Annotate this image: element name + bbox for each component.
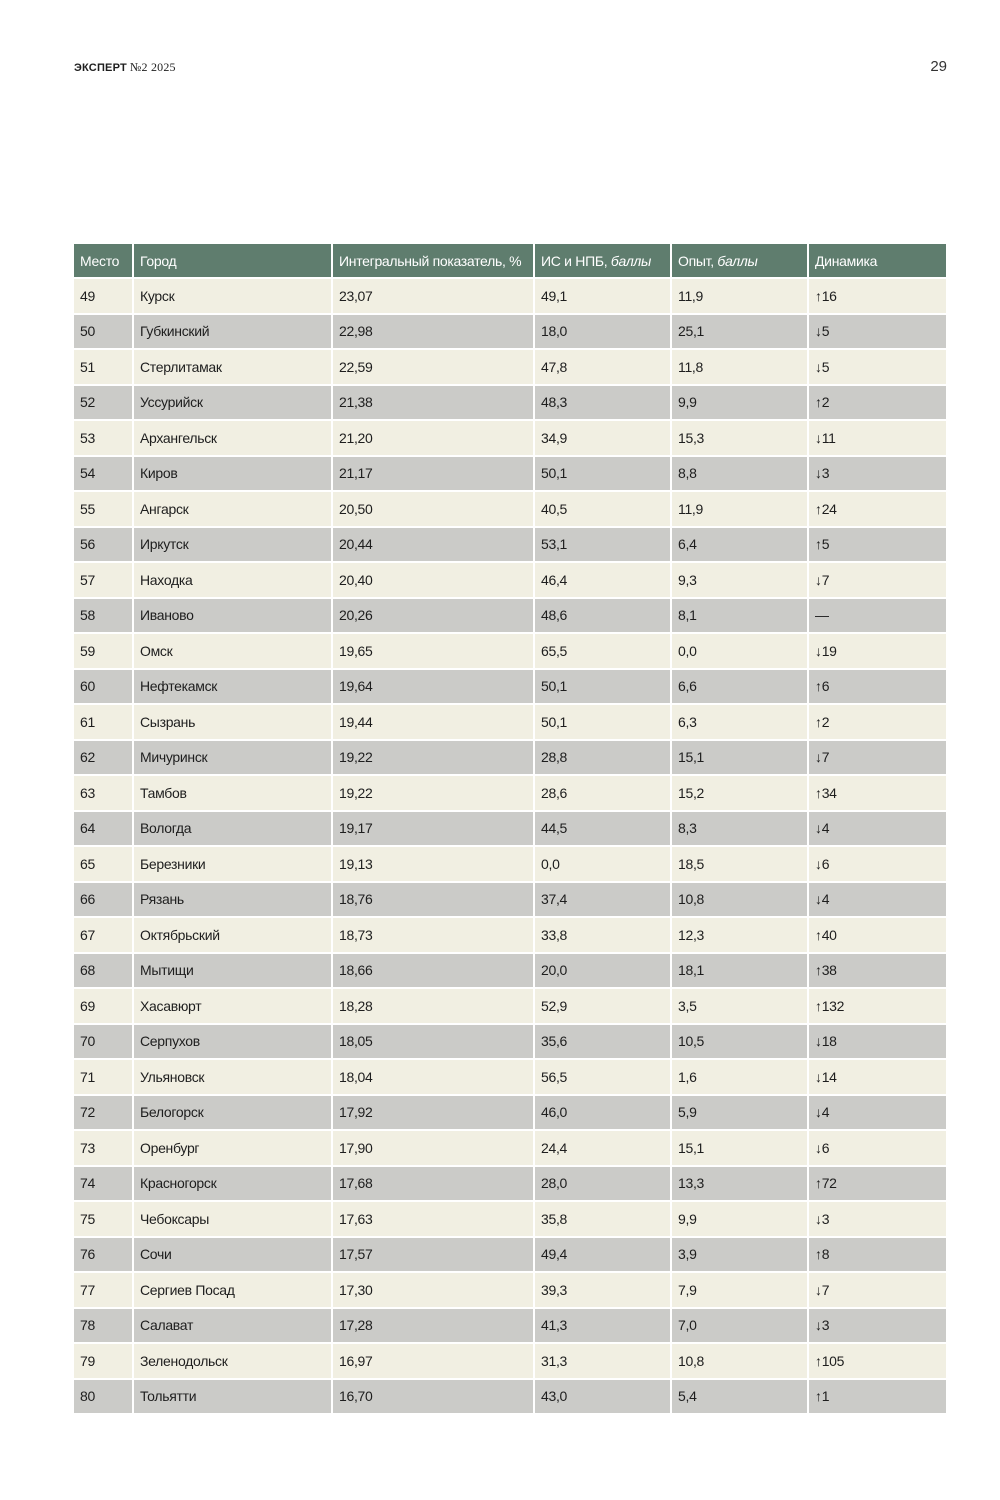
cell-integral: 19,44 [333, 705, 535, 741]
cell-dynamics: ↓3 [809, 457, 946, 493]
cell-experience: 0,0 [672, 634, 809, 670]
cell-is-npb: 49,4 [535, 1238, 672, 1274]
cell-place: 49 [74, 279, 134, 315]
cell-dynamics: ↓3 [809, 1309, 946, 1345]
table-row [74, 1344, 946, 1380]
cell-experience: 5,9 [672, 1096, 809, 1132]
cell-place: 75 [74, 1202, 134, 1238]
column-header-city: Город [134, 244, 333, 279]
cell-place: 64 [74, 812, 134, 848]
table-row [74, 634, 946, 670]
cell-place: 63 [74, 776, 134, 812]
cell-integral: 21,38 [333, 386, 535, 422]
cell-experience: 8,1 [672, 599, 809, 635]
cell-is-npb: 65,5 [535, 634, 672, 670]
cell-is-npb: 33,8 [535, 918, 672, 954]
table-row [74, 741, 946, 777]
cell-dynamics: ↑2 [809, 386, 946, 422]
cell-is-npb: 35,6 [535, 1025, 672, 1061]
column-header-place: Место [74, 244, 134, 279]
cell-integral: 19,64 [333, 670, 535, 706]
cell-is-npb: 50,1 [535, 670, 672, 706]
cell-integral: 17,28 [333, 1309, 535, 1345]
cell-place: 76 [74, 1238, 134, 1274]
cell-is-npb: 35,8 [535, 1202, 672, 1238]
cell-place: 73 [74, 1131, 134, 1167]
cell-city: Тамбов [134, 776, 333, 812]
table-row [74, 1060, 946, 1096]
cell-is-npb: 49,1 [535, 279, 672, 315]
cell-integral: 20,40 [333, 563, 535, 599]
cell-city: Омск [134, 634, 333, 670]
cell-city: Находка [134, 563, 333, 599]
cell-experience: 15,1 [672, 741, 809, 777]
cell-is-npb: 46,4 [535, 563, 672, 599]
table-row [74, 492, 946, 528]
cell-dynamics: ↓14 [809, 1060, 946, 1096]
cell-experience: 15,1 [672, 1131, 809, 1167]
cell-place: 51 [74, 350, 134, 386]
cell-experience: 9,9 [672, 386, 809, 422]
page-header [74, 58, 947, 78]
cell-place: 65 [74, 847, 134, 883]
column-header-experience [672, 244, 809, 279]
cell-experience: 6,4 [672, 528, 809, 564]
cell-is-npb: 43,0 [535, 1380, 672, 1416]
cell-dynamics: ↓6 [809, 1131, 946, 1167]
cell-integral: 18,04 [333, 1060, 535, 1096]
cell-is-npb: 0,0 [535, 847, 672, 883]
cell-dynamics: ↓7 [809, 563, 946, 599]
table-row [74, 812, 946, 848]
cell-dynamics: ↑38 [809, 954, 946, 990]
cell-is-npb: 46,0 [535, 1096, 672, 1132]
cell-dynamics: ↑5 [809, 528, 946, 564]
cell-city: Березники [134, 847, 333, 883]
cell-is-npb: 40,5 [535, 492, 672, 528]
is-npb-label: ИС и НПБ, [541, 252, 608, 269]
table-row [74, 1025, 946, 1061]
table-row [74, 989, 946, 1025]
cell-city: Ангарск [134, 492, 333, 528]
cell-city: Красногорск [134, 1167, 333, 1203]
cell-is-npb: 28,6 [535, 776, 672, 812]
cell-is-npb: 48,6 [535, 599, 672, 635]
cell-dynamics: ↑72 [809, 1167, 946, 1203]
cell-integral: 18,73 [333, 918, 535, 954]
cell-place: 59 [74, 634, 134, 670]
cell-integral: 17,90 [333, 1131, 535, 1167]
cell-dynamics: ↓19 [809, 634, 946, 670]
table-body [74, 279, 946, 1415]
cell-dynamics: ↑24 [809, 492, 946, 528]
table-row [74, 1380, 946, 1416]
cell-is-npb: 50,1 [535, 457, 672, 493]
cell-is-npb: 47,8 [535, 350, 672, 386]
cell-dynamics: ↓6 [809, 847, 946, 883]
cell-dynamics: ↓5 [809, 350, 946, 386]
cell-dynamics: ↓4 [809, 883, 946, 919]
cell-city: Рязань [134, 883, 333, 919]
cell-place: 60 [74, 670, 134, 706]
cell-city: Салават [134, 1309, 333, 1345]
column-header-dynamics: Динамика [809, 244, 946, 279]
table-row [74, 528, 946, 564]
cell-dynamics: ↓4 [809, 1096, 946, 1132]
cell-place: 56 [74, 528, 134, 564]
cell-dynamics: ↑8 [809, 1238, 946, 1274]
column-header-is-npb [535, 244, 672, 279]
cell-dynamics: ↓18 [809, 1025, 946, 1061]
table-row [74, 421, 946, 457]
cell-city: Курск [134, 279, 333, 315]
cell-experience: 9,9 [672, 1202, 809, 1238]
cell-experience: 18,1 [672, 954, 809, 990]
cell-experience: 3,5 [672, 989, 809, 1025]
cell-is-npb: 52,9 [535, 989, 672, 1025]
cell-is-npb: 53,1 [535, 528, 672, 564]
cell-place: 79 [74, 1344, 134, 1380]
cell-is-npb: 24,4 [535, 1131, 672, 1167]
cell-is-npb: 50,1 [535, 705, 672, 741]
cell-city: Иркутск [134, 528, 333, 564]
experience-label: Опыт, [678, 252, 714, 269]
cell-experience: 25,1 [672, 315, 809, 351]
cell-city: Чебоксары [134, 1202, 333, 1238]
cell-experience: 11,9 [672, 279, 809, 315]
cell-place: 74 [74, 1167, 134, 1203]
cell-place: 77 [74, 1273, 134, 1309]
table-row [74, 279, 946, 315]
cell-place: 54 [74, 457, 134, 493]
cell-experience: 15,2 [672, 776, 809, 812]
table-row [74, 457, 946, 493]
cell-city: Киров [134, 457, 333, 493]
cell-integral: 17,92 [333, 1096, 535, 1132]
cell-is-npb: 20,0 [535, 954, 672, 990]
cell-integral: 18,66 [333, 954, 535, 990]
cell-city: Стерлитамак [134, 350, 333, 386]
cell-place: 61 [74, 705, 134, 741]
table-row [74, 670, 946, 706]
page-number: 29 [930, 58, 947, 75]
cell-experience: 8,8 [672, 457, 809, 493]
cell-experience: 15,3 [672, 421, 809, 457]
cell-is-npb: 39,3 [535, 1273, 672, 1309]
is-npb-unit: баллы [610, 252, 652, 269]
cell-city: Тольятти [134, 1380, 333, 1416]
table-row [74, 954, 946, 990]
table-row [74, 883, 946, 919]
cell-is-npb: 41,3 [535, 1309, 672, 1345]
cell-place: 52 [74, 386, 134, 422]
cell-city: Сергиев Посад [134, 1273, 333, 1309]
cell-place: 68 [74, 954, 134, 990]
cell-integral: 18,05 [333, 1025, 535, 1061]
cell-experience: 9,3 [672, 563, 809, 599]
cell-place: 57 [74, 563, 134, 599]
cell-experience: 3,9 [672, 1238, 809, 1274]
cell-city: Вологда [134, 812, 333, 848]
cell-experience: 11,8 [672, 350, 809, 386]
table-row [74, 1273, 946, 1309]
cell-is-npb: 37,4 [535, 883, 672, 919]
cell-city: Октябрьский [134, 918, 333, 954]
city-rating-table [74, 244, 946, 1415]
cell-dynamics: ↑16 [809, 279, 946, 315]
cell-place: 71 [74, 1060, 134, 1096]
table-row [74, 599, 946, 635]
cell-dynamics: ↓11 [809, 421, 946, 457]
cell-experience: 10,8 [672, 1344, 809, 1380]
table-row [74, 1309, 946, 1345]
cell-is-npb: 56,5 [535, 1060, 672, 1096]
table-row [74, 1167, 946, 1203]
cell-city: Хасавюрт [134, 989, 333, 1025]
cell-dynamics: ↑2 [809, 705, 946, 741]
cell-integral: 20,44 [333, 528, 535, 564]
table-row [74, 918, 946, 954]
cell-experience: 10,8 [672, 883, 809, 919]
magazine-name: ЭКСПЕРТ [74, 62, 127, 74]
cell-dynamics: ↓3 [809, 1202, 946, 1238]
cell-integral: 19,22 [333, 741, 535, 777]
cell-integral: 16,97 [333, 1344, 535, 1380]
cell-integral: 21,17 [333, 457, 535, 493]
cell-dynamics: ↓5 [809, 315, 946, 351]
cell-place: 70 [74, 1025, 134, 1061]
cell-is-npb: 31,3 [535, 1344, 672, 1380]
cell-dynamics: ↓4 [809, 812, 946, 848]
cell-city: Мичуринск [134, 741, 333, 777]
cell-experience: 11,9 [672, 492, 809, 528]
table-row [74, 386, 946, 422]
cell-city: Нефтекамск [134, 670, 333, 706]
table-row [74, 1096, 946, 1132]
cell-city: Сочи [134, 1238, 333, 1274]
cell-dynamics: ↑105 [809, 1344, 946, 1380]
table-row [74, 1202, 946, 1238]
table-row [74, 563, 946, 599]
cell-place: 55 [74, 492, 134, 528]
cell-place: 78 [74, 1309, 134, 1345]
cell-dynamics: ↓7 [809, 1273, 946, 1309]
cell-integral: 17,57 [333, 1238, 535, 1274]
cell-is-npb: 48,3 [535, 386, 672, 422]
cell-city: Губкинский [134, 315, 333, 351]
cell-city: Сызрань [134, 705, 333, 741]
cell-experience: 6,6 [672, 670, 809, 706]
cell-integral: 18,28 [333, 989, 535, 1025]
cell-integral: 20,50 [333, 492, 535, 528]
cell-integral: 22,59 [333, 350, 535, 386]
cell-dynamics: ↑34 [809, 776, 946, 812]
cell-dynamics: ↑6 [809, 670, 946, 706]
cell-integral: 19,22 [333, 776, 535, 812]
cell-experience: 13,3 [672, 1167, 809, 1203]
cell-integral: 23,07 [333, 279, 535, 315]
cell-integral: 21,20 [333, 421, 535, 457]
cell-is-npb: 44,5 [535, 812, 672, 848]
cell-experience: 6,3 [672, 705, 809, 741]
cell-experience: 8,3 [672, 812, 809, 848]
cell-place: 69 [74, 989, 134, 1025]
cell-place: 53 [74, 421, 134, 457]
table-row [74, 705, 946, 741]
cell-integral: 19,65 [333, 634, 535, 670]
cell-city: Зеленодольск [134, 1344, 333, 1380]
cell-is-npb: 18,0 [535, 315, 672, 351]
cell-experience: 1,6 [672, 1060, 809, 1096]
table-header-row [74, 244, 946, 279]
cell-experience: 18,5 [672, 847, 809, 883]
cell-is-npb: 28,8 [535, 741, 672, 777]
cell-dynamics: ↑40 [809, 918, 946, 954]
cell-experience: 5,4 [672, 1380, 809, 1416]
table-row [74, 847, 946, 883]
table-row [74, 1131, 946, 1167]
cell-city: Иваново [134, 599, 333, 635]
experience-unit: баллы [717, 252, 758, 269]
cell-experience: 10,5 [672, 1025, 809, 1061]
table-row [74, 315, 946, 351]
cell-integral: 16,70 [333, 1380, 535, 1416]
cell-place: 80 [74, 1380, 134, 1416]
cell-city: Ульяновск [134, 1060, 333, 1096]
cell-integral: 20,26 [333, 599, 535, 635]
cell-city: Мытищи [134, 954, 333, 990]
cell-dynamics: — [809, 599, 946, 635]
table-row [74, 350, 946, 386]
cell-experience: 7,9 [672, 1273, 809, 1309]
cell-place: 72 [74, 1096, 134, 1132]
cell-place: 50 [74, 315, 134, 351]
cell-city: Архангельск [134, 421, 333, 457]
cell-dynamics: ↓7 [809, 741, 946, 777]
cell-city: Белогорск [134, 1096, 333, 1132]
cell-integral: 22,98 [333, 315, 535, 351]
magazine-brand [74, 60, 176, 75]
cell-integral: 18,76 [333, 883, 535, 919]
cell-place: 66 [74, 883, 134, 919]
cell-place: 67 [74, 918, 134, 954]
column-header-integral: Интегральный показатель, % [333, 244, 535, 279]
cell-integral: 19,13 [333, 847, 535, 883]
cell-experience: 12,3 [672, 918, 809, 954]
cell-is-npb: 28,0 [535, 1167, 672, 1203]
cell-integral: 17,30 [333, 1273, 535, 1309]
cell-place: 58 [74, 599, 134, 635]
cell-experience: 7,0 [672, 1309, 809, 1345]
cell-city: Оренбург [134, 1131, 333, 1167]
cell-integral: 17,63 [333, 1202, 535, 1238]
cell-is-npb: 34,9 [535, 421, 672, 457]
cell-integral: 17,68 [333, 1167, 535, 1203]
cell-place: 62 [74, 741, 134, 777]
cell-dynamics: ↑1 [809, 1380, 946, 1416]
cell-integral: 19,17 [333, 812, 535, 848]
issue-number: №2 2025 [129, 60, 176, 74]
table-row [74, 776, 946, 812]
cell-city: Серпухов [134, 1025, 333, 1061]
cell-city: Уссурийск [134, 386, 333, 422]
table-row [74, 1238, 946, 1274]
cell-dynamics: ↑132 [809, 989, 946, 1025]
